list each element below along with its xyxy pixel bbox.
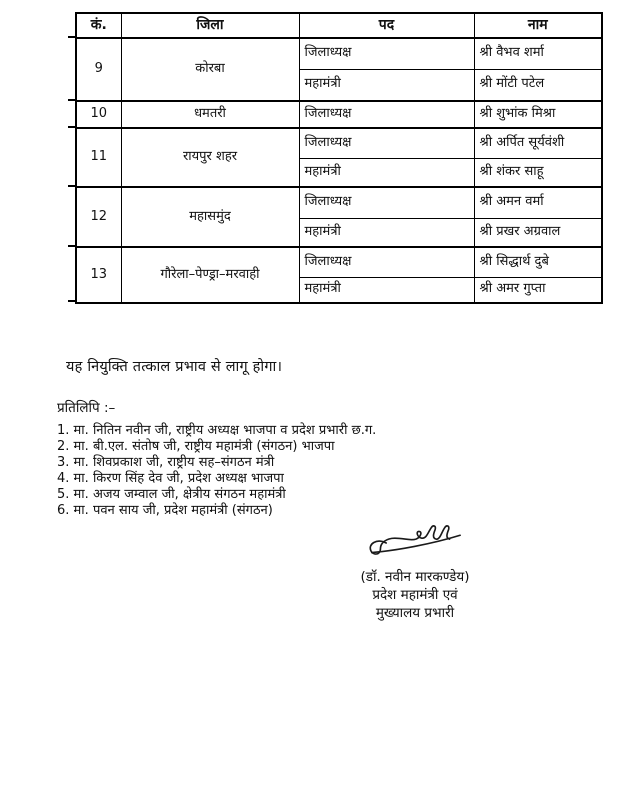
district-cell: रायपुर शहर: [121, 128, 299, 187]
post-cell: महामंत्री: [299, 218, 474, 247]
copy-item: 2. मा. बी.एल. संतोष जी, राष्ट्रीय महामंत्री (संगठन) भाजपा: [57, 439, 335, 454]
copy-item: 3. मा. शिवप्रकाश जी, राष्ट्रीय सह–संगठन मंत्री: [57, 455, 275, 470]
copies-section: [57, 398, 376, 519]
table-gridline-overhang: [68, 99, 76, 101]
serial-cell: 12: [76, 187, 121, 247]
name-cell: श्री प्रखर अग्रवाल: [474, 218, 602, 247]
appointments-table: [75, 12, 603, 304]
table-gridline-overhang: [68, 126, 76, 128]
district-cell: धमतरी: [121, 101, 299, 128]
district-cell: कोरबा: [121, 38, 299, 101]
table-gridline-overhang: [68, 185, 76, 187]
post-cell: जिलाध्यक्ष: [299, 101, 474, 128]
name-cell: श्री अमन वर्मा: [474, 187, 602, 218]
post-cell: महामंत्री: [299, 158, 474, 187]
col-header-post: पद: [299, 13, 474, 38]
signatory-name: (डॉ. नवीन मारकण्डेय): [360, 569, 470, 585]
col-header-district: जिला: [121, 13, 299, 38]
copy-item: 5. मा. अजय जम्वाल जी, क्षेत्रीय संगठन महामंत्री: [57, 487, 286, 502]
table-gridline-overhang: [68, 36, 76, 38]
copy-item: 4. मा. किरण सिंह देव जी, प्रदेश अध्यक्ष भाजपा: [57, 471, 284, 486]
serial-cell: 10: [76, 101, 121, 128]
name-cell: श्री शुभांक मिश्रा: [474, 101, 602, 128]
copies-label: प्रतिलिपि :–: [57, 400, 116, 416]
copy-item: 6. मा. पवन साय जी, प्रदेश महामंत्री (संगठन): [57, 503, 273, 518]
post-cell: जिलाध्यक्ष: [299, 38, 474, 69]
district-cell: गौरेला–पेण्ड्रा–मरवाही: [121, 247, 299, 303]
name-cell: श्री अर्पित सूर्यवंशी: [474, 128, 602, 158]
name-cell: श्री सिद्धार्थ दुबे: [474, 247, 602, 277]
table-gridline-overhang: [68, 245, 76, 247]
post-cell: जिलाध्यक्ष: [299, 187, 474, 218]
name-cell: श्री शंकर साहू: [474, 158, 602, 187]
copy-item: 1. मा. नितिन नवीन जी, राष्ट्रीय अध्यक्ष भाजपा व प्रदेश प्रभारी छ.ग.: [57, 423, 377, 438]
serial-cell: 13: [76, 247, 121, 303]
post-cell: महामंत्री: [299, 277, 474, 303]
name-cell: श्री मोंटी पटेल: [474, 69, 602, 101]
post-cell: महामंत्री: [299, 69, 474, 101]
signatory-title-line1: प्रदेश महामंत्री एवं: [372, 587, 458, 603]
post-cell: जिलाध्यक्ष: [299, 128, 474, 158]
col-header-name: नाम: [474, 13, 602, 38]
serial-cell: 11: [76, 128, 121, 187]
signature-block: [325, 522, 505, 622]
table-gridline-overhang: [68, 300, 76, 302]
district-cell: महासमुंद: [121, 187, 299, 247]
effect-note: यह नियुक्ति तत्काल प्रभाव से लागू होगा।: [66, 359, 283, 375]
col-header-serial: कं.: [76, 13, 121, 38]
name-cell: श्री अमर गुप्ता: [474, 277, 602, 303]
signatory-title-line2: मुख्यालय प्रभारी: [375, 605, 455, 621]
post-cell: जिलाध्यक्ष: [299, 247, 474, 277]
name-cell: श्री वैभव शर्मा: [474, 38, 602, 69]
signature-scribble-icon: [367, 522, 463, 562]
serial-cell: 9: [76, 38, 121, 101]
